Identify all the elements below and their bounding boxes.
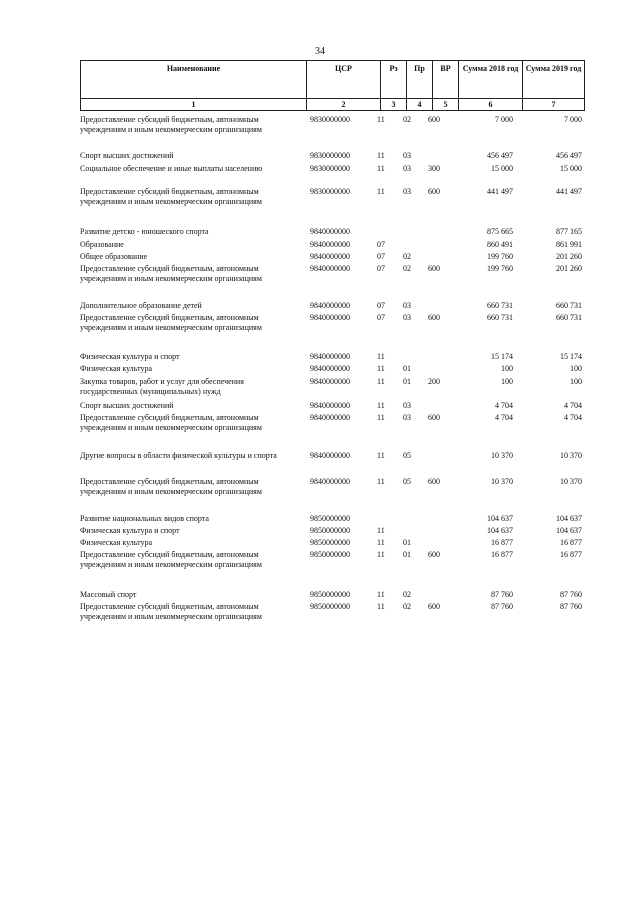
row-pr: 05 <box>403 451 411 460</box>
row-sum-2018: 441 497 <box>487 187 513 196</box>
row-sum-2019: 201 260 <box>556 252 582 261</box>
row-rz: 11 <box>377 115 385 124</box>
row-sum-2018: 456 497 <box>487 151 513 160</box>
row-sum-2019: 87 760 <box>560 590 582 599</box>
row-sum-2018: 87 760 <box>491 590 513 599</box>
row-name: Предоставление субсидий бюджетным, автономным учреждениям и иным некоммерческим организациям <box>80 313 262 332</box>
row-csr: 9830000000 <box>310 164 350 173</box>
row-rz: 11 <box>377 352 385 361</box>
row-sum-2019: 877 165 <box>556 227 582 236</box>
row-vr: 600 <box>428 187 440 196</box>
row-name: Массовый спорт <box>80 590 137 599</box>
row-sum-2019: 100 <box>570 377 582 386</box>
row-sum-2019: 15 000 <box>560 164 582 173</box>
row-name: Физическая культура <box>80 538 153 547</box>
row-rz: 07 <box>377 301 385 310</box>
row-name: Дополнительное образование детей <box>80 301 202 310</box>
row-sum-2019: 441 497 <box>556 187 582 196</box>
row-sum-2018: 87 760 <box>491 602 513 611</box>
row-rz: 11 <box>377 451 385 460</box>
row-csr: 9850000000 <box>310 514 350 523</box>
row-sum-2019: 10 370 <box>560 477 582 486</box>
header-csr: ЦСР <box>307 61 381 99</box>
row-sum-2019: 201 260 <box>556 264 582 273</box>
row-rz: 11 <box>377 602 385 611</box>
row-name: Предоставление субсидий бюджетным, автономным учреждениям и иным некоммерческим организациям <box>80 550 262 569</box>
row-name: Физическая культура <box>80 364 153 373</box>
row-sum-2019: 4 704 <box>564 401 582 410</box>
header-pr: Пр <box>407 61 433 99</box>
row-csr: 9840000000 <box>310 401 350 410</box>
row-vr: 600 <box>428 550 440 559</box>
row-sum-2018: 15 000 <box>491 164 513 173</box>
row-name: Предоставление субсидий бюджетным, автономным учреждениям и иным некоммерческим организациям <box>80 602 262 621</box>
row-csr: 9850000000 <box>310 602 350 611</box>
row-rz: 11 <box>377 401 385 410</box>
row-sum-2018: 104 637 <box>487 526 513 535</box>
row-sum-2018: 10 370 <box>491 451 513 460</box>
row-rz: 11 <box>377 590 385 599</box>
row-sum-2018: 875 665 <box>487 227 513 236</box>
row-sum-2018: 4 704 <box>495 401 513 410</box>
row-name: Предоставление субсидий бюджетным, автономным учреждениям и иным некоммерческим организациям <box>80 115 262 134</box>
row-rz: 07 <box>377 264 385 273</box>
row-csr: 9840000000 <box>310 451 350 460</box>
row-csr: 9840000000 <box>310 413 350 422</box>
row-sum-2018: 199 760 <box>487 252 513 261</box>
page-number: 34 <box>315 46 325 57</box>
row-sum-2018: 100 <box>501 377 513 386</box>
row-rz: 11 <box>377 377 385 386</box>
row-pr: 03 <box>403 151 411 160</box>
row-csr: 9850000000 <box>310 538 350 547</box>
row-vr: 600 <box>428 477 440 486</box>
row-pr: 02 <box>403 115 411 124</box>
row-vr: 600 <box>428 115 440 124</box>
row-vr: 300 <box>428 164 440 173</box>
row-name: Общее образование <box>80 252 148 261</box>
row-pr: 05 <box>403 477 411 486</box>
row-sum-2019: 4 704 <box>564 413 582 422</box>
row-csr: 9840000000 <box>310 264 350 273</box>
row-rz: 11 <box>377 413 385 422</box>
row-csr: 9850000000 <box>310 550 350 559</box>
row-name: Закупка товаров, работ и услуг для обеспечения государственных (муниципальных) нужд <box>80 377 244 396</box>
row-sum-2018: 7 000 <box>495 115 513 124</box>
row-csr: 9840000000 <box>310 352 350 361</box>
row-csr: 9840000000 <box>310 240 350 249</box>
row-name: Спорт высших достижений <box>80 401 174 410</box>
row-csr: 9840000000 <box>310 477 350 486</box>
row-pr: 02 <box>403 252 411 261</box>
row-rz: 11 <box>377 164 385 173</box>
row-sum-2019: 104 637 <box>556 526 582 535</box>
row-rz: 07 <box>377 240 385 249</box>
row-name: Развитие детско - юношеского спорта <box>80 227 209 236</box>
row-pr: 03 <box>403 401 411 410</box>
row-sum-2019: 7 000 <box>564 115 582 124</box>
row-sum-2019: 104 637 <box>556 514 582 523</box>
header-rz: Рз <box>381 61 407 99</box>
row-pr: 03 <box>403 413 411 422</box>
row-name: Предоставление субсидий бюджетным, автономным учреждениям и иным некоммерческим организациям <box>80 187 262 206</box>
row-rz: 11 <box>377 364 385 373</box>
row-rz: 11 <box>377 477 385 486</box>
row-pr: 02 <box>403 602 411 611</box>
row-name: Социальное обеспечение и иные выплаты населению <box>80 164 263 173</box>
row-sum-2018: 16 877 <box>491 550 513 559</box>
header-sum-2019: Сумма 2019 год <box>523 61 585 99</box>
row-sum-2019: 87 760 <box>560 602 582 611</box>
row-sum-2019: 861 991 <box>556 240 582 249</box>
row-pr: 03 <box>403 301 411 310</box>
row-vr: 600 <box>428 313 440 322</box>
header-number-5: 5 <box>433 99 459 111</box>
row-rz: 11 <box>377 526 385 535</box>
row-vr: 600 <box>428 413 440 422</box>
row-name: Предоставление субсидий бюджетным, автономным учреждениям и иным некоммерческим организациям <box>80 477 262 496</box>
row-sum-2019: 660 731 <box>556 313 582 322</box>
row-csr: 9840000000 <box>310 377 350 386</box>
row-name: Развитие национальных видов спорта <box>80 514 209 523</box>
row-rz: 07 <box>377 313 385 322</box>
row-vr: 200 <box>428 377 440 386</box>
row-name: Образование <box>80 240 124 249</box>
header-number-1: 1 <box>81 99 307 111</box>
row-sum-2019: 660 731 <box>556 301 582 310</box>
header-number-4: 4 <box>407 99 433 111</box>
row-sum-2018: 660 731 <box>487 301 513 310</box>
row-sum-2019: 16 877 <box>560 550 582 559</box>
row-sum-2018: 10 370 <box>491 477 513 486</box>
row-vr: 600 <box>428 602 440 611</box>
header-name: Наименование <box>81 61 307 99</box>
row-name: Другие вопросы в области физической культуры и спорта <box>80 451 277 460</box>
row-csr: 9830000000 <box>310 115 350 124</box>
row-csr: 9840000000 <box>310 252 350 261</box>
row-sum-2019: 10 370 <box>560 451 582 460</box>
row-sum-2019: 100 <box>570 364 582 373</box>
row-rz: 11 <box>377 151 385 160</box>
header-number-2: 2 <box>307 99 381 111</box>
row-sum-2018: 860 491 <box>487 240 513 249</box>
row-sum-2018: 15 174 <box>491 352 513 361</box>
row-name: Физическая культура и спорт <box>80 526 180 535</box>
row-csr: 9840000000 <box>310 227 350 236</box>
row-name: Физическая культура и спорт <box>80 352 180 361</box>
row-name: Предоставление субсидий бюджетным, автономным учреждениям и иным некоммерческим организациям <box>80 264 262 283</box>
row-sum-2019: 456 497 <box>556 151 582 160</box>
row-sum-2018: 100 <box>501 364 513 373</box>
row-sum-2018: 660 731 <box>487 313 513 322</box>
row-pr: 03 <box>403 313 411 322</box>
row-name: Спорт высших достижений <box>80 151 174 160</box>
header-number-7: 7 <box>523 99 585 111</box>
header-sum-2018: Сумма 2018 год <box>459 61 523 99</box>
row-pr: 02 <box>403 264 411 273</box>
row-pr: 02 <box>403 590 411 599</box>
row-rz: 11 <box>377 187 385 196</box>
row-name: Предоставление субсидий бюджетным, автономным учреждениям и иным некоммерческим организациям <box>80 413 262 432</box>
row-csr: 9840000000 <box>310 313 350 322</box>
row-rz: 07 <box>377 252 385 261</box>
row-pr: 01 <box>403 377 411 386</box>
row-sum-2019: 16 877 <box>560 538 582 547</box>
row-vr: 600 <box>428 264 440 273</box>
row-csr: 9850000000 <box>310 590 350 599</box>
row-pr: 01 <box>403 364 411 373</box>
row-pr: 01 <box>403 550 411 559</box>
header-number-3: 3 <box>381 99 407 111</box>
row-csr: 9830000000 <box>310 151 350 160</box>
row-sum-2018: 199 760 <box>487 264 513 273</box>
row-sum-2018: 4 704 <box>495 413 513 422</box>
row-sum-2018: 104 637 <box>487 514 513 523</box>
row-csr: 9840000000 <box>310 301 350 310</box>
row-sum-2019: 15 174 <box>560 352 582 361</box>
row-csr: 9840000000 <box>310 364 350 373</box>
row-pr: 01 <box>403 538 411 547</box>
header-vr: ВР <box>433 61 459 99</box>
header-number-6: 6 <box>459 99 523 111</box>
row-rz: 11 <box>377 538 385 547</box>
row-csr: 9830000000 <box>310 187 350 196</box>
row-csr: 9850000000 <box>310 526 350 535</box>
row-rz: 11 <box>377 550 385 559</box>
row-sum-2018: 16 877 <box>491 538 513 547</box>
row-pr: 03 <box>403 187 411 196</box>
row-pr: 03 <box>403 164 411 173</box>
